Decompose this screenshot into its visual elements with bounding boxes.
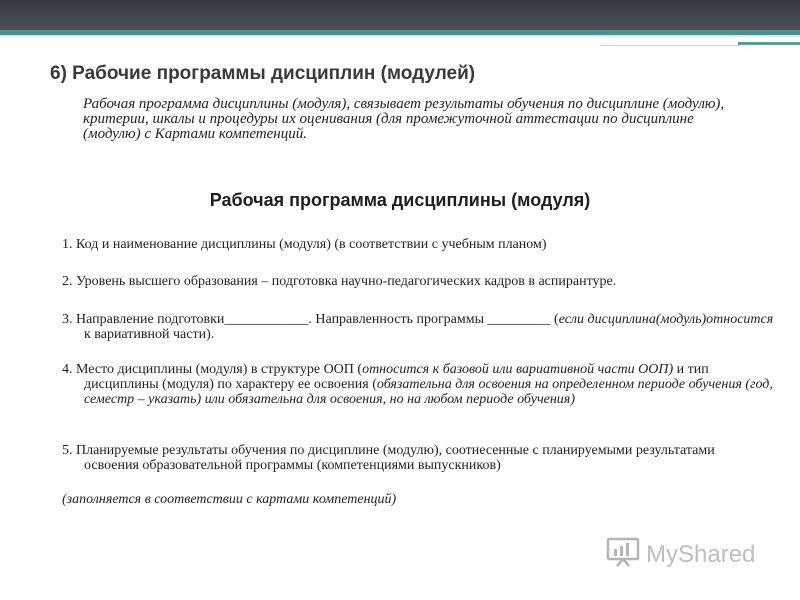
item-place-text: 4. Место дисциплины (модуля) в структуре ООП ( [62, 362, 363, 377]
watermark [606, 536, 755, 573]
presentation-chart-icon [606, 536, 640, 573]
intro-paragraph: Рабочая программа дисциплины (модуля), связывает результаты обучения по дисциплине (модулю), критерии, шкалы и процедуры их оценивания (для промежуточной аттестации по дисциплине (модулю) с Картами компетенций. [83, 96, 725, 142]
item-education-level: 2. Уровень высшего образования – подготовка научно-педагогических кадров в аспирантуре. [62, 274, 617, 289]
document-heading: Рабочая программа дисциплины (модуля) [209, 190, 591, 210]
item-fill-note: (заполняется в соответствии с картами компетенций) [62, 492, 397, 507]
item-direction-end: к вариативной части). [84, 327, 215, 342]
top-bar [0, 0, 800, 30]
accent-line-short [738, 42, 800, 45]
item-discipline-code: 1. Код и наименование дисциплины (модуля) (в соответствии с учебным планом) [62, 237, 547, 252]
item-direction-note: если дисциплина(модуль)относится [558, 312, 774, 327]
item-place-type: и тип дисциплины (модуля) по характеру ее освоения ( [84, 362, 709, 392]
item-place-in-program [62, 362, 774, 407]
item-learning-outcomes: 5. Планируемые результаты обучения по дисциплине (модулю), соотнесенные с планируемыми результатами освоения образовательной программы (компетенциями выпускников) [62, 443, 715, 473]
item-place-type-note: обязательна для освоения на определенном периоде обучения (год, семестр – указать) или обязательна для освоения, но на любом периоде обучения) [84, 377, 773, 407]
item-place-note: относится к базовой или вариативной части ООП) [362, 362, 674, 377]
accent-line [0, 35, 800, 37]
section-title: 6) Рабочие программы дисциплин (модулей) [50, 63, 476, 84]
accent-line-thin [600, 45, 740, 46]
item-direction-text: 3. Направление подготовки____________. Направленность программы _________ ( [62, 312, 559, 327]
watermark-text: MyShared [646, 540, 756, 568]
item-direction [62, 312, 774, 342]
